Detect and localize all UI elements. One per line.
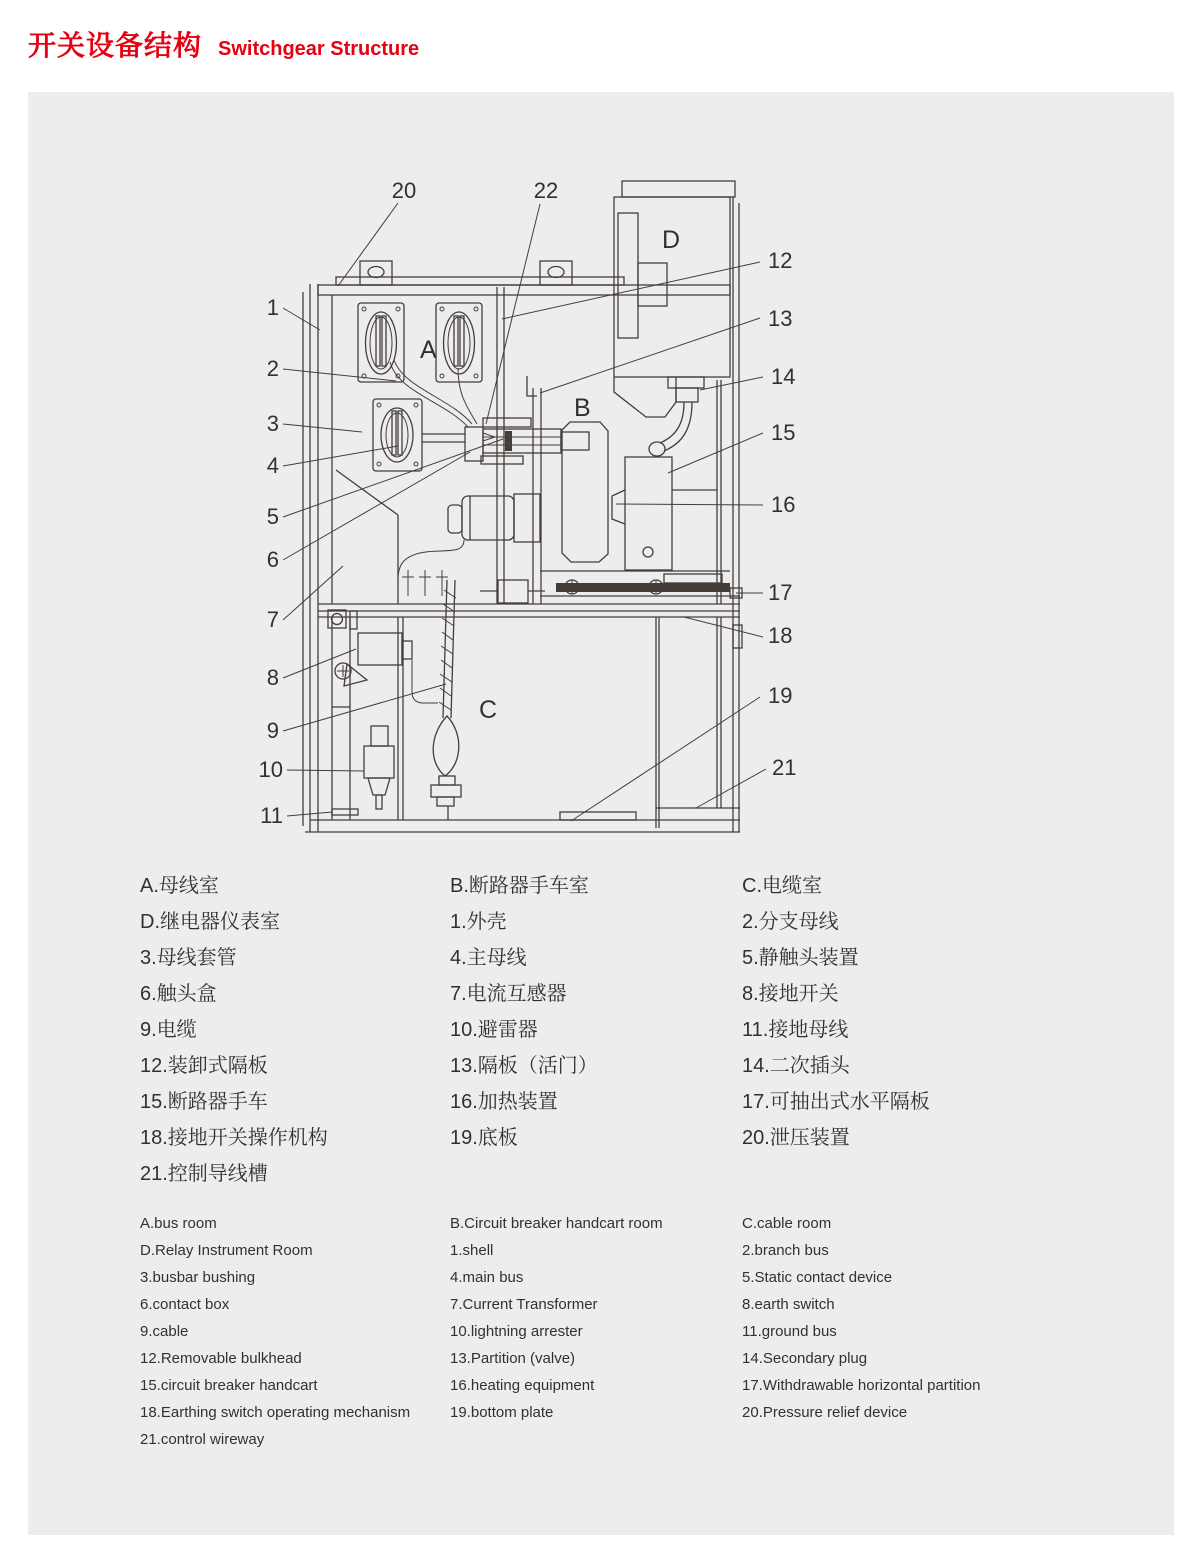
heating-equipment-coil: [402, 570, 545, 603]
lightning-arrester: [364, 726, 394, 809]
legend-cell: 2.分支母线: [742, 911, 839, 933]
callout-label-5: 5: [266, 504, 279, 529]
callout-label-22: 22: [533, 178, 559, 203]
page-title-english: Switchgear Structure: [218, 38, 420, 60]
legend-cell: 17.Withdrawable horizontal partition: [742, 1377, 981, 1394]
legend-row: [140, 1264, 1150, 1291]
legend-cell: 21.control wireway: [140, 1431, 265, 1448]
legend-cell: 13.隔板（活门）: [450, 1055, 598, 1077]
legend-cell: 8.earth switch: [742, 1296, 835, 1313]
legend-row: [140, 1399, 1150, 1426]
legend-row: [140, 1084, 1150, 1120]
page-title-chinese: 开关设备结构: [28, 30, 203, 61]
current-transformer: [398, 494, 540, 580]
legend-cell: 3.busbar bushing: [140, 1269, 256, 1286]
legend-row: [140, 976, 1150, 1012]
legend-cell: 1.外壳: [450, 911, 507, 933]
room-label-b: B: [574, 394, 591, 422]
contact-box-and-static-contact: [390, 360, 589, 464]
legend-cell: 9.cable: [140, 1323, 189, 1340]
cable: [431, 580, 461, 820]
callout-label-20: 20: [391, 178, 417, 203]
legend-cell: 12.装卸式隔板: [140, 1055, 268, 1077]
legend-cell: 5.Static contact device: [742, 1269, 893, 1286]
callout-label-15: 15: [771, 420, 796, 445]
legend-row: [140, 1012, 1150, 1048]
legend-row: [140, 1120, 1150, 1156]
callout-numbers: [259, 178, 797, 828]
page-title: [28, 24, 419, 64]
legend-cell: 4.主母线: [450, 947, 527, 969]
callout-label-9: 9: [266, 718, 279, 743]
legend-row: [140, 1345, 1150, 1372]
legend-cell: 15.断路器手车: [140, 1091, 268, 1113]
room-label-a: A: [420, 336, 437, 364]
callout-label-21: 21: [772, 755, 797, 780]
room-label-d: D: [662, 226, 681, 254]
legend-cell: 21.控制导线槽: [140, 1163, 268, 1185]
callout-label-3: 3: [266, 411, 279, 436]
legend-row: [140, 1291, 1150, 1318]
withdrawable-horizontal-partition: [318, 571, 742, 617]
legend-cell: 18.接地开关操作机构: [140, 1127, 328, 1149]
legend-cell: 6.触头盒: [140, 983, 217, 1005]
callout-label-7: 7: [266, 607, 279, 632]
cable-room-structure: [332, 617, 742, 828]
callout-label-1: 1: [266, 295, 279, 320]
legend-row: [140, 940, 1150, 976]
legend-cell: 14.二次插头: [742, 1055, 850, 1077]
legend-row: [140, 1237, 1150, 1264]
callout-label-13: 13: [768, 306, 793, 331]
callout-label-6: 6: [266, 547, 279, 572]
callout-label-2: 2: [266, 356, 279, 381]
legend-row: [140, 1210, 1150, 1237]
legend-cell: A.bus room: [140, 1215, 217, 1232]
legend-cell: [742, 1156, 1150, 1192]
legend-row: [140, 868, 1150, 904]
legend-chinese: [140, 868, 1150, 1192]
legend-cell: C.cable room: [742, 1215, 832, 1232]
legend-cell: 6.contact box: [140, 1296, 230, 1313]
legend-cell: [742, 1426, 1150, 1453]
callout-label-12: 12: [768, 248, 793, 273]
legend-cell: 2.branch bus: [742, 1242, 829, 1259]
legend-cell: B.Circuit breaker handcart room: [450, 1215, 663, 1232]
room-letters: [420, 226, 680, 724]
legend-cell: C.电缆室: [742, 875, 822, 897]
legend-cell: 19.bottom plate: [450, 1404, 554, 1421]
callout-leader-lines: [283, 203, 766, 821]
legend-cell: 9.电缆: [140, 1019, 197, 1041]
legend-cell: 10.避雷器: [450, 1019, 538, 1041]
legend-cell: 11.接地母线: [742, 1019, 849, 1041]
legend-cell: 18.Earthing switch operating mechanism: [140, 1404, 411, 1421]
legend-cell: [450, 1156, 742, 1192]
callout-label-16: 16: [771, 492, 796, 517]
legend-cell: 1.shell: [450, 1242, 494, 1259]
callout-label-8: 8: [266, 665, 279, 690]
circuit-breaker-handcart: [562, 422, 717, 570]
room-label-c: C: [479, 696, 498, 724]
legend-cell: A.母线室: [140, 875, 219, 897]
earthing-switch: [328, 610, 438, 703]
cabinet-shell: [303, 197, 740, 832]
legend-cell: 8.接地开关: [742, 983, 839, 1005]
legend-cell: 19.底板: [450, 1127, 518, 1149]
callout-label-10: 10: [258, 757, 283, 782]
legend-cell: 15.circuit breaker handcart: [140, 1377, 318, 1394]
callout-label-18: 18: [768, 623, 793, 648]
legend-cell: 4.main bus: [450, 1269, 524, 1286]
switchgear-cross-section-diagram: [28, 92, 1174, 862]
legend-cell: 17.可抽出式水平隔板: [742, 1091, 930, 1113]
legend-row: [140, 1318, 1150, 1345]
legend-cell: 7.电流互感器: [450, 983, 567, 1005]
legend-cell: 16.加热装置: [450, 1091, 558, 1113]
legend-row: [140, 904, 1150, 940]
legend-cell: D.继电器仪表室: [140, 911, 280, 933]
legend-row: [140, 1156, 1150, 1192]
legend-row: [140, 1048, 1150, 1084]
legend-cell: 3.母线套管: [140, 947, 237, 969]
legend-cell: 12.Removable bulkhead: [140, 1350, 302, 1367]
callout-label-4: 4: [266, 453, 279, 478]
callout-label-11: 11: [260, 803, 283, 828]
legend-cell: 10.lightning arrester: [450, 1323, 583, 1340]
legend-row: [140, 1372, 1150, 1399]
legend-cell: 20.泄压装置: [742, 1127, 850, 1149]
legend-cell: 11.ground bus: [742, 1323, 837, 1340]
legend-cell: B.断路器手车室: [450, 875, 589, 897]
legend-cell: D.Relay Instrument Room: [140, 1242, 313, 1259]
legend-row: [140, 1426, 1150, 1453]
callout-label-17: 17: [768, 580, 793, 605]
callout-label-19: 19: [768, 683, 793, 708]
legend-cell: 13.Partition (valve): [450, 1350, 576, 1367]
legend-cell: [450, 1426, 742, 1453]
content-panel: [28, 92, 1174, 1535]
legend-cell: 14.Secondary plug: [742, 1350, 868, 1367]
legend-cell: 5.静触头装置: [742, 947, 859, 969]
legend-english: [140, 1210, 1150, 1453]
legend-cell: 7.Current Transformer: [450, 1296, 598, 1313]
legend-cell: 16.heating equipment: [450, 1377, 595, 1394]
legend-cell: 20.Pressure relief device: [742, 1404, 908, 1421]
callout-label-14: 14: [771, 364, 796, 389]
